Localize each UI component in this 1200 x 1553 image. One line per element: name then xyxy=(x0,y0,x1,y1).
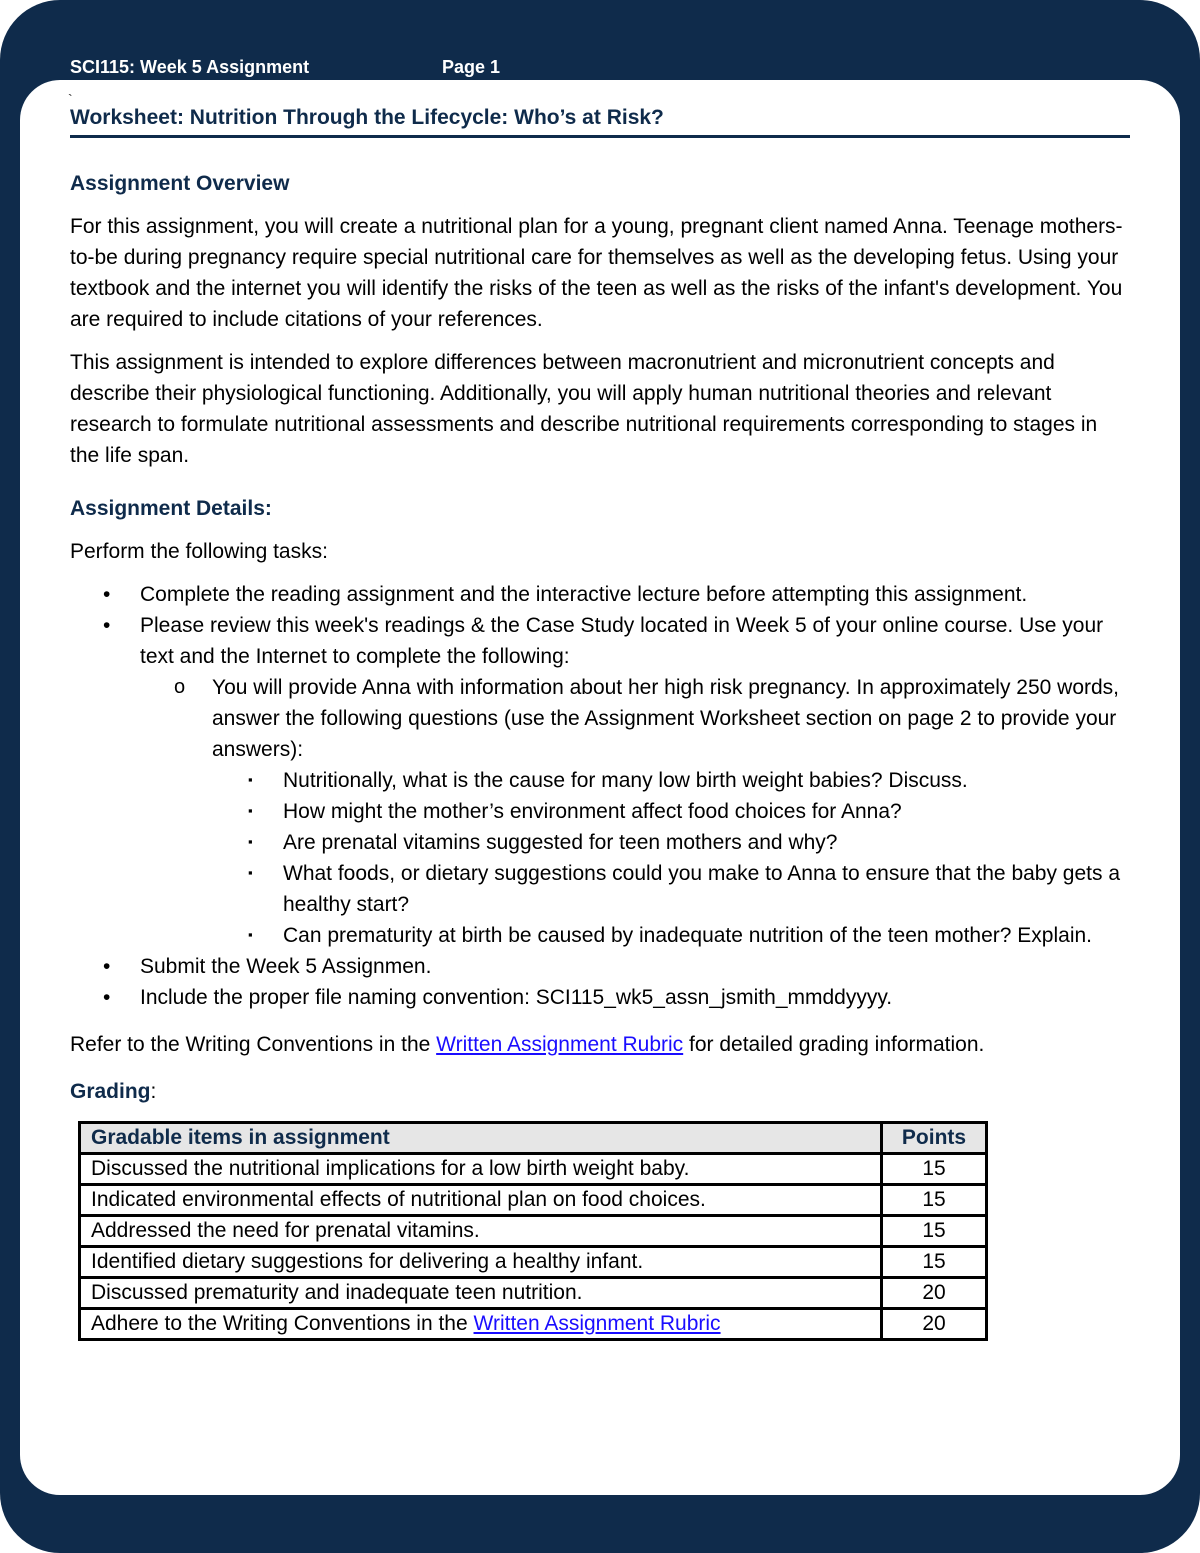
table-header-row xyxy=(80,1123,987,1154)
rubric-reference-after: for detailed grading information. xyxy=(683,1033,985,1056)
item-points: 15 xyxy=(882,1154,987,1185)
grading-table xyxy=(78,1121,988,1341)
list-item xyxy=(70,982,1130,1013)
item-points: 15 xyxy=(882,1185,987,1216)
details-heading: Assignment Details: xyxy=(70,497,272,520)
grading-heading xyxy=(70,1076,1130,1107)
item-points: 15 xyxy=(882,1216,987,1247)
gradable-item: Indicated environmental effects of nutritional plan on food choices. xyxy=(80,1185,882,1216)
gradable-item: Discussed prematurity and inadequate teen nutrition. xyxy=(80,1278,882,1309)
bullet-square-icon: ▪ xyxy=(248,834,253,849)
task-list xyxy=(70,579,1130,1013)
grading-label: Grading xyxy=(70,1080,151,1103)
task-text: Submit the Week 5 Assignmen. xyxy=(140,955,432,978)
document-content xyxy=(68,91,1130,1341)
list-item xyxy=(212,920,1130,951)
bullet-disc-icon: • xyxy=(103,583,111,606)
list-item xyxy=(140,672,1130,951)
stray-tick-mark: ` xyxy=(68,91,73,107)
list-item xyxy=(70,951,1130,982)
question-text: Nutritionally, what is the cause for many low birth weight babies? Discuss. xyxy=(283,769,968,792)
gradable-item xyxy=(80,1309,882,1340)
question-text: Can prematurity at birth be caused by inadequate nutrition of the teen mother? Explain. xyxy=(283,924,1092,947)
question-text: Are prenatal vitamins suggested for teen mothers and why? xyxy=(283,831,838,854)
list-item xyxy=(212,827,1130,858)
item-points: 15 xyxy=(882,1247,987,1278)
gradable-item: Identified dietary suggestions for delivering a healthy infant. xyxy=(80,1247,882,1278)
task-text: Include the proper file naming convention: SCI115_wk5_assn_jsmith_mmddyyyy. xyxy=(140,986,893,1009)
table-row xyxy=(80,1154,987,1185)
table-rubric-link[interactable]: Written Assignment Rubric xyxy=(473,1312,721,1335)
table-row xyxy=(80,1185,987,1216)
list-item xyxy=(212,796,1130,827)
list-item xyxy=(212,858,1130,920)
task-text: Complete the reading assignment and the interactive lecture before attempting this assignment. xyxy=(140,583,1028,606)
overview-paragraph-2: This assignment is intended to explore differences between macronutrient and micronutrient concepts and describe their physiological functioning. Additionally, you will apply human nutritional theories and relevant research to formulate nutritional assessments and describe nutritional requirements corresponding to stages in the life span. xyxy=(70,351,1098,467)
item-points: 20 xyxy=(882,1309,987,1340)
grading-colon: : xyxy=(150,1080,157,1103)
column-header-item: Gradable items in assignment xyxy=(80,1123,882,1154)
worksheet-title: Worksheet: Nutrition Through the Lifecycle: Who’s at Risk? xyxy=(70,102,1130,138)
page-number: Page 1 xyxy=(442,57,501,77)
list-item xyxy=(70,610,1130,951)
bullet-disc-icon: • xyxy=(103,986,111,1009)
overview-paragraph-1: For this assignment, you will create a nutritional plan for a young, pregnant client named Anna. Teenage mothers-to-be during pregnancy require special nutritional care for themselves as well as the developing fetus. Using your textbook and the internet you will identify the risks of the teen as well as the risks of the infant's development. You are required to include citations of your references. xyxy=(70,215,1123,331)
gradable-item: Addressed the need for prenatal vitamins. xyxy=(80,1216,882,1247)
bullet-square-icon: ▪ xyxy=(248,927,253,942)
bullet-circle-icon: o xyxy=(174,676,186,698)
bullet-disc-icon: • xyxy=(103,955,111,978)
table-row xyxy=(80,1309,987,1340)
bullet-square-icon: ▪ xyxy=(248,803,253,818)
list-item xyxy=(70,579,1130,610)
table-row xyxy=(80,1247,987,1278)
sub-task-list xyxy=(140,672,1130,951)
question-list xyxy=(212,765,1130,951)
rubric-link[interactable]: Written Assignment Rubric xyxy=(436,1033,684,1056)
details-intro: Perform the following tasks: xyxy=(70,540,328,563)
gradable-item: Discussed the nutritional implications for a low birth weight baby. xyxy=(80,1154,882,1185)
question-text: What foods, or dietary suggestions could you make to Anna to ensure that the baby gets a healthy start? xyxy=(283,862,1121,916)
list-item xyxy=(212,765,1130,796)
course-title: SCI115: Week 5 Assignment xyxy=(70,57,310,77)
bullet-square-icon: ▪ xyxy=(248,865,253,880)
item-points: 20 xyxy=(882,1278,987,1309)
question-text: How might the mother’s environment affect food choices for Anna? xyxy=(283,800,902,823)
bullet-disc-icon: • xyxy=(103,614,111,637)
document-sheet xyxy=(20,80,1180,1495)
gradable-item-text: Adhere to the Writing Conventions in the xyxy=(91,1312,474,1335)
rubric-reference-before: Refer to the Writing Conventions in the xyxy=(70,1033,437,1056)
table-row xyxy=(80,1216,987,1247)
task-text: Please review this week's readings & the Case Study located in Week 5 of your online course. Use your text and the Internet to complete the following: xyxy=(140,614,1104,668)
column-header-points: Points xyxy=(882,1123,987,1154)
overview-heading: Assignment Overview xyxy=(70,172,290,195)
sub-task-text: You will provide Anna with information about her high risk pregnancy. In approximately 250 words, answer the following questions (use the Assignment Worksheet section on page 2 to provide your answers): xyxy=(212,676,1120,761)
table-row xyxy=(80,1278,987,1309)
rubric-reference xyxy=(70,1029,1130,1060)
bullet-square-icon: ▪ xyxy=(248,772,253,787)
